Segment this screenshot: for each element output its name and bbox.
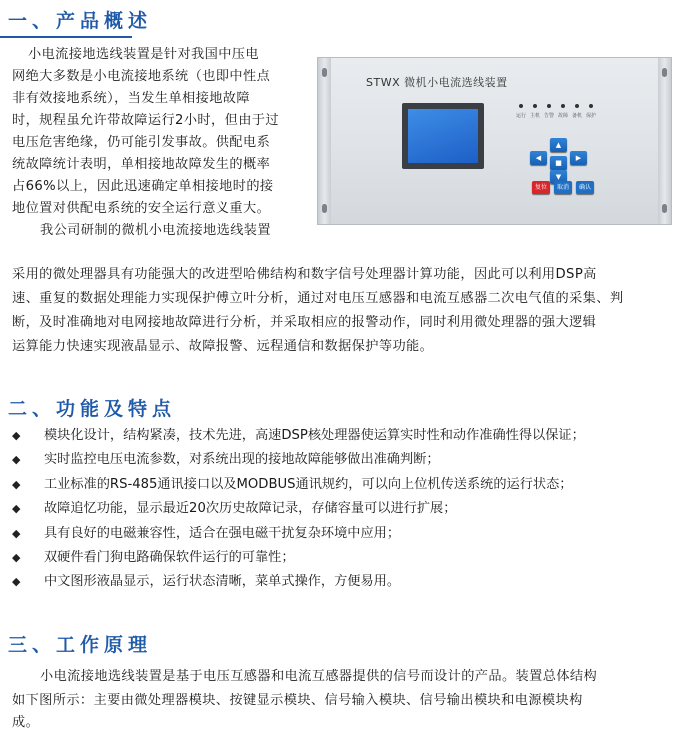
section-heading-principle	[8, 630, 152, 657]
led-indicator	[589, 104, 593, 108]
overview-full-line: 运算能力快速实现液晶显示、故障报警、远程通信和数据保护等功能。	[12, 339, 434, 354]
heading-underline	[0, 36, 132, 38]
led-label: 运行	[516, 113, 527, 119]
principle-line: 小电流接地选线装置是基于电压互感器和电流互感器提供的信号而设计的产品。装置总体结构	[40, 669, 598, 684]
overview-full-line: 采用的微处理器具有功能强大的改进型哈佛结构和数字信号处理器计算功能，因此可以利用DSP高	[12, 267, 597, 282]
diamond-bullet-icon: ◆	[12, 502, 21, 516]
diamond-bullet-icon: ◆	[12, 575, 21, 589]
center-key-icon[interactable]: ■	[550, 156, 567, 170]
device-title: STWX 微机小电流选线装置	[366, 76, 508, 89]
led-label: 备机	[572, 113, 583, 119]
feature-item	[12, 546, 672, 570]
led-label: 主机	[530, 113, 541, 119]
overview-line: 非有效接地系统），当发生单相接地故障	[12, 91, 250, 106]
section-heading-features	[8, 394, 176, 421]
led-label: 告警	[544, 113, 555, 119]
feature-text: 双硬件看门狗电路确保软件运行的可靠性；	[44, 549, 295, 565]
led-label: 保护	[586, 113, 597, 119]
arrow-up-icon[interactable]: ▲	[550, 138, 567, 152]
feature-item	[12, 424, 672, 448]
device-photo	[317, 57, 672, 225]
overview-line: 我公司研制的微机小电流接地选线装置	[40, 223, 271, 238]
diamond-bullet-icon: ◆	[12, 477, 21, 491]
feature-item	[12, 522, 672, 546]
diamond-bullet-icon: ◆	[12, 526, 21, 540]
section-heading-overview-text: 一、产品概述	[8, 10, 153, 32]
mount-hole	[322, 68, 327, 77]
overview-line: 统故障统计表明，单相接地故障发生的概率	[12, 157, 271, 172]
section-heading-overview	[8, 6, 152, 33]
mount-hole	[662, 204, 667, 213]
diamond-bullet-icon: ◆	[12, 453, 21, 467]
led-indicator	[547, 104, 551, 108]
diamond-bullet-icon: ◆	[12, 429, 21, 442]
led-indicator	[533, 104, 537, 108]
mount-hole	[662, 68, 667, 77]
overview-full-line: 断，及时准确地对电网接地故障进行分析，并采取相应的报警动作，同时利用微处理器的强大逻辑	[12, 315, 597, 330]
mount-hole	[322, 204, 327, 213]
feature-text: 模块化设计，结构紧凑，技术先进，高速DSP核处理器使运算实时性和动作准确性得以保证；	[44, 428, 585, 443]
led-label: 故障	[558, 113, 569, 119]
rack-ear-left	[318, 58, 331, 224]
overview-line: 占66%以上，因此迅速确定单相接地时的接	[12, 179, 274, 194]
feature-text: 中文图形液晶显示，运行状态清晰，菜单式操作，方便易用。	[44, 574, 401, 590]
diamond-bullet-icon: ◆	[12, 550, 21, 564]
overview-line: 地位置对供配电系统的安全运行意义重大。	[12, 201, 271, 216]
rack-ear-right	[658, 58, 671, 224]
feature-text: 工业标准的RS-485通讯接口以及MODBUS通讯规约，可以向上位机传送系统的运行状态；	[44, 476, 573, 492]
overview-line: 电压危害绝缘，仍可能引发事故。供配电系	[12, 135, 271, 150]
feature-list	[12, 424, 672, 595]
confirm-key[interactable]: 确认	[576, 181, 594, 194]
feature-text: 具有良好的电磁兼容性，适合在强电磁干扰复杂环境中应用；	[44, 525, 401, 541]
led-indicator	[561, 104, 565, 108]
feature-item	[12, 473, 672, 497]
section-heading-features-text: 二、功能及特点	[8, 398, 177, 420]
feature-item	[12, 497, 672, 521]
arrow-down-icon[interactable]: ▼	[550, 170, 567, 184]
section-heading-principle-text: 三、工作原理	[8, 634, 153, 656]
feature-item	[12, 570, 672, 594]
led-indicator	[575, 104, 579, 108]
lcd-display	[408, 109, 478, 163]
principle-line: 如下图所示：主要由微处理器模块、按键显示模块、信号输入模块、信号输出模块和电源模块构	[12, 693, 583, 708]
reset-key[interactable]: 复位	[532, 181, 550, 194]
lcd-screen	[402, 103, 484, 169]
cancel-key[interactable]: 取消	[554, 181, 572, 194]
principle-line: 成。	[12, 715, 40, 730]
feature-item	[12, 448, 672, 472]
feature-text: 实时监控电压电流参数，对系统出现的接地故障能够做出准确判断；	[44, 452, 440, 468]
overview-full-line: 速、重复的数据处理能力实现保护傅立叶分析，通过对电压互感器和电流互感器二次电气值的采集、判	[12, 291, 624, 306]
overview-line: 网绝大多数是小电流接地系统（也即中性点	[12, 69, 271, 84]
led-indicator	[519, 104, 523, 108]
feature-text: 故障追忆功能，显示最近20次历史故障记录，存储容量可以进行扩展；	[44, 501, 457, 517]
arrow-left-icon[interactable]: ◀	[530, 151, 547, 165]
arrow-right-icon[interactable]: ▶	[570, 151, 587, 165]
overview-line: 小电流接地选线装置是针对我国中压电	[28, 47, 259, 62]
overview-line: 时，规程虽允许带故障运行2小时，但由于过	[12, 113, 279, 128]
